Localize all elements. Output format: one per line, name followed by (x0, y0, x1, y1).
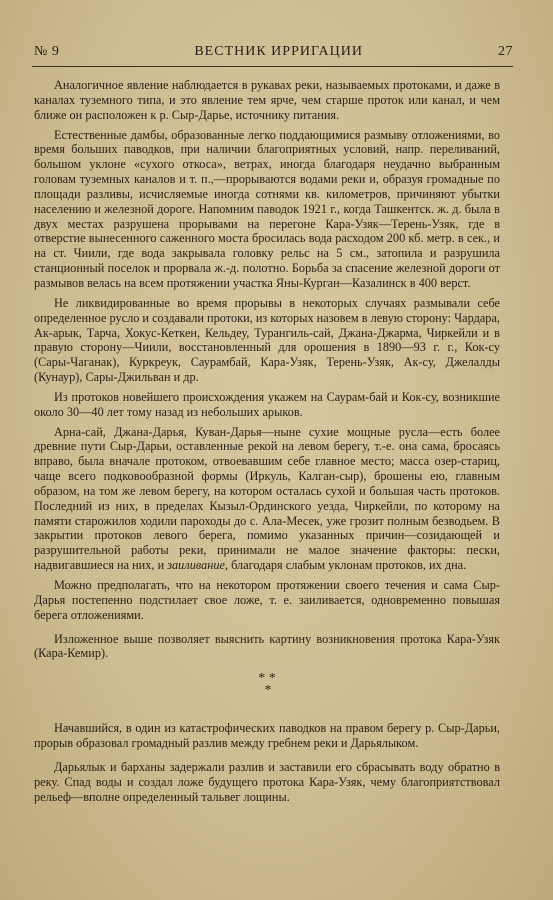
paragraph-7: Изложенное выше позволяет выяснить картину возникновения протока Кара-Узяк (Кара-Кемир). (34, 631, 500, 661)
paragraph-5 (34, 425, 500, 573)
paragraph-1: Аналогичное явление наблюдается в рукавах реки, называемых протоками, и даже в каналах туземного типа, и это явление тем ярче, чем старше проток или канал, и чем ближе он расположен к р. Сыр-Дарье, источнику питания. (34, 78, 500, 122)
paragraph-4: Из протоков новейшего происхождения укажем на Саурам-бай и Кок-су, возникшие около 30—40 лет тому назад из небольших арыков. (34, 389, 500, 419)
page-number: 27 (497, 44, 513, 59)
paragraph-5-text: Арна-сай, Джана-Дарья, Куван-Дарья—ныне сухие мощные русла—есть более древние пути Сыр-Дарьи, оставленные рекой на левом берегу, т.-е. она сама, бросаясь вправо, была вначале протоком, отвоевавшим себе главное место; масса озер-стариц, чаще всего подковообразной формы (Иркуль, Калган-сыр), брошены ею, главным образом, на том же левом берегу, на котором осталась сухой и большая часть протоков. Последний из них, в пределах Кызыл-Ординского уезда, Чиркейли, по которому на памяти старожилов ходили пароходы до с. Ала-Месек, уже грозит полным безводьем. В закрытии протоков левого берега, помимо указанных причин—созидающей и разрушительной работы реки, принимали не малое значение факторы: пески, надвигавшиеся на них, и (34, 424, 500, 573)
header-rule (32, 66, 513, 67)
section-break (34, 673, 500, 697)
paragraph-9: Дарьялык и барханы задержали разлив и заставили его сбрасывать воду обратно в реку. Спад воды и создал ложе будущего протока Кара-Узяк, чему благоприятствовал рельеф—вполне определенный тальвег лощины. (34, 759, 500, 804)
paragraph-5-emphasis: заиливание, (167, 558, 229, 573)
article-body (34, 78, 500, 804)
section-break-bottom: * (264, 683, 272, 699)
running-header (34, 44, 513, 60)
paragraph-5-tail: благодаря слабым уклонам протоков, их дна. (228, 558, 467, 573)
journal-title: ВЕСТНИК ИРРИГАЦИИ (194, 44, 363, 59)
issue-number: № 9 (34, 44, 60, 59)
paragraph-3: Не ликвидированные во время прорывы в некоторых случаях размывали себе определенное русло и создавали протоки, из которых назовем в левую сторону: Чардара, Ак-арык, Тарча, Хокус-Кеткен, Кельдеу, Турангиль-сай, Джана-Джарма, Чиркейли и в правую сторону—Чиили, восстановленный для орошения в 1890—93 г. г., Кок-су (Сары-Чаганак), Куркреук, Саурамбай, Кара-Узяк, Терень-Узяк, Ак-су, Джелалды (Кунаур), Сары-Джильван и др. (34, 295, 500, 385)
paragraph-8: Начавшийся, в один из катастрофических паводков на правом берегу р. Сыр-Дарьи, прорыв образовал громадный разлив между гребнем реки и Дарьялыком. (34, 721, 500, 751)
section-break-top: * * (258, 671, 276, 687)
paragraph-6: Можно предполагать, что на некотором протяжении своего течения и сама Сыр-Дарья постепенно подстилает свое ложе, т. е. заиливается, одновременно повышая берега отложениями. (34, 578, 500, 622)
paragraph-2: Естественные дамбы, образованные легко поддающимися размыву отложениями, во время больших паводков, при наличии благоприятных условий, напр. переливаний, большом уклоне «сухого откоса», ветрах, иногда благодаря неудачно выбранным головам туземных каналов и т. п.,—прорываются водами реки и, образуя громадные по площади разливы, исчисляемые иногда сотнями кв. километров, причиняют убытки населению и железной дороге. Напомним паводок 1921 г., когда Ташкентск. ж. д. была в двух местах разрушена прорывами на перегоне Кара-Узяк—Терень-Узяк, где в отверстие вынесенного саженного моста бросилась вода расходом 200 кб. метр. в сек., и на ст. Чиили, где вода закрывала головку рельс на 5 см., затопила и разрушила станционный поселок и прорвала ж.-д. полотно. Борьба за спасение железной дороги от размывов велась на всем протяжении участка Яны-Курган—Казалинск в 400 верст. (34, 127, 500, 290)
